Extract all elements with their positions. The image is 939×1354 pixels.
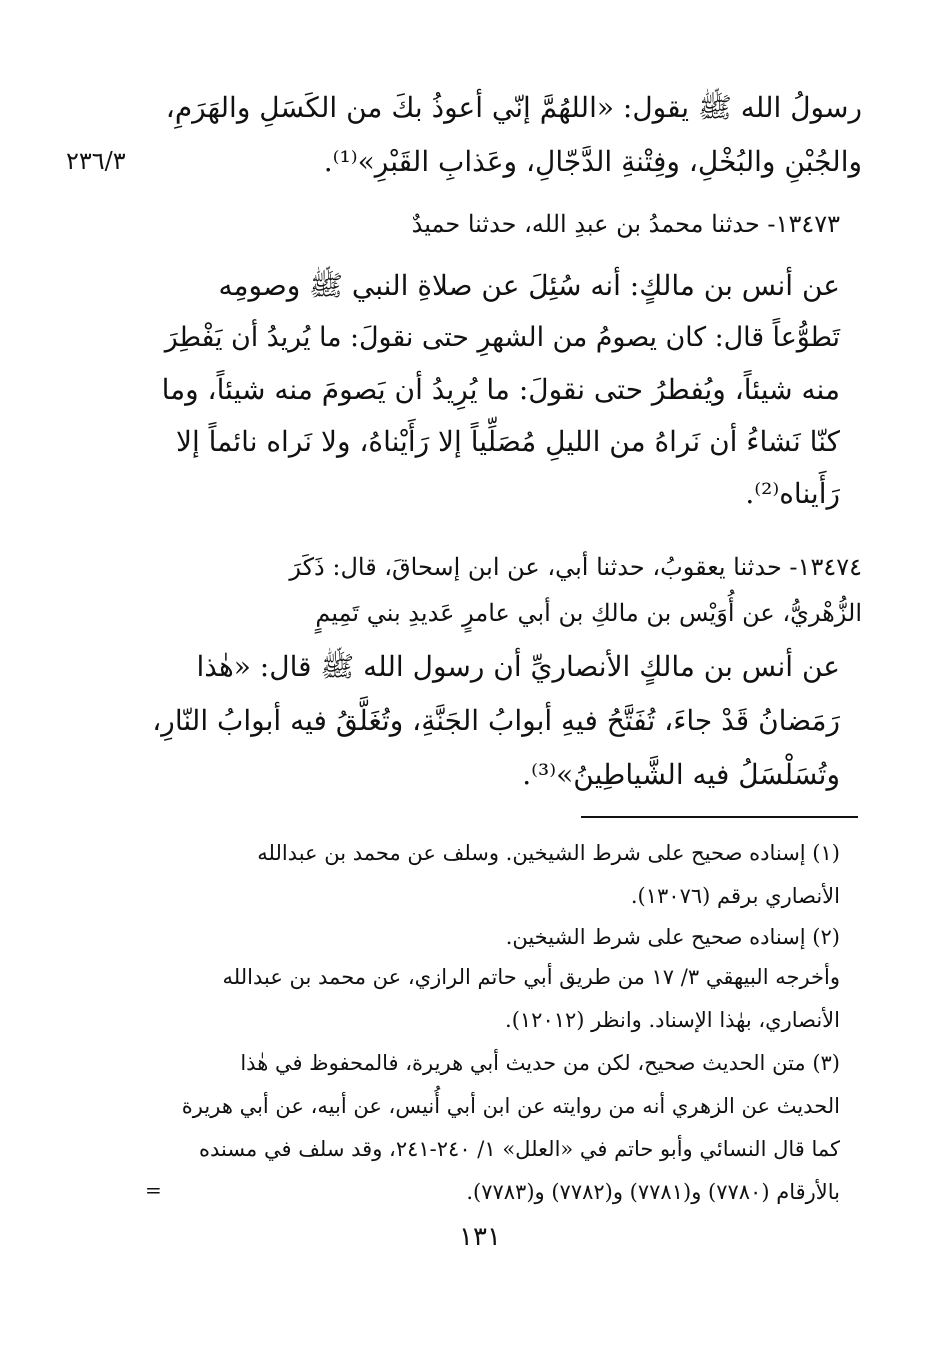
footnote-line: كما قال النسائي وأبو حاتم في «العلل» ١/ ٢٤٠-٢٤١، وقد سلف في مسنده bbox=[198, 1137, 840, 1161]
footnotes bbox=[150, 832, 840, 1214]
footnote-line: وأخرجه البيهقي ٣/ ١٧ من طريق أبي حاتم الرازي، عن محمد بن عبدالله bbox=[222, 965, 840, 989]
footnote-line: (٢) إسناده صحيح على شرط الشيخين. bbox=[505, 925, 840, 949]
intro-line: رسولُ الله ﷺ يقول: «اللهُمَّ إنّي أعوذُ بكَ من الكَسَلِ والهَرَمِ، bbox=[165, 91, 862, 124]
footnote-line: الأنصاري برقم (١٣٠٧٦). bbox=[630, 884, 840, 908]
footnote-line: (٣) متن الحديث صحيح، لكن من حديث أبي هريرة، فالمحفوظ في هٰذا bbox=[240, 1051, 840, 1075]
matn-line: رَأَيناه⁽²⁾. bbox=[745, 477, 840, 510]
matn-line: تَطوُّعاً قال: كان يصومُ من الشهرِ حتى نقولَ: ما يُريدُ أن يَفْطِرَ bbox=[164, 322, 840, 353]
footnote-line: (١) إسناده صحيح على شرط الشيخين. وسلف عن محمد بن عبدالله bbox=[257, 841, 840, 865]
matn-line: عن أنس بن مالكٍ الأنصاريِّ أن رسول الله ﷺ قال: «هٰذا bbox=[196, 650, 840, 683]
page-number: ١٣١ bbox=[459, 1222, 501, 1252]
isnad-line: ١٣٤٧٣- حدثنا محمدُ بن عبدِ الله، حدثنا حميدٌ bbox=[411, 210, 840, 238]
hadith-13474-isnad bbox=[150, 544, 862, 636]
hadith-13473-matn bbox=[150, 260, 840, 520]
footnote-2 bbox=[150, 918, 840, 1042]
footnote-continuation-mark: = bbox=[145, 1178, 162, 1202]
margin-volume-page-reference: ٢٣٦/٣ bbox=[66, 147, 126, 175]
hadith-13474-matn bbox=[150, 640, 840, 802]
footnote-line: الأنصاري، بهٰذا الإسناد. وانظر (١٢٠١٢). bbox=[505, 1008, 840, 1032]
isnad-line: ١٣٤٧٤- حدثنا يعقوبُ، حدثنا أبي، عن ابن إسحاقَ، قال: ذَكَرَ bbox=[289, 553, 862, 581]
matn-line: منه شيئاً، ويُفطرُ حتى نقولَ: ما يُرِيدُ أن يَصومَ منه شيئاً، وما bbox=[161, 373, 840, 406]
matn-line: عن أنس بن مالكٍ: أنه سُئِلَ عن صلاةِ النبي ﷺ وصومِه bbox=[218, 269, 840, 302]
intro-line: والجُبْنِ والبُخْلِ، وفِتْنةِ الدَّجّالِ، وعَذابِ القَبْرِ»⁽¹⁾. bbox=[323, 145, 862, 178]
matn-line: رَمَضانُ قَدْ جاءَ، تُفَتَّحُ فيهِ أبوابُ الجَنَّةِ، وتُغَلَّقُ فيه أبوابُ النّارِ، bbox=[152, 704, 840, 737]
footnote-1 bbox=[150, 832, 840, 918]
matn-line: كنّا نَشاءُ أن نَراهُ من الليلِ مُصَلِّياً إلا رَأَيْناهُ، ولا نَراه نائماً إلا bbox=[176, 425, 840, 458]
intro-paragraph bbox=[150, 78, 862, 186]
footnote-separator bbox=[581, 816, 858, 818]
isnad-line: الزُّهْريُّ، عن أُوَيْس بن مالكِ بن أبي عامرٍ عَديدِ بني تَمِيمٍ bbox=[315, 599, 862, 627]
matn-line: وتُسَلْسَلُ فيه الشَّياطِينُ»⁽³⁾. bbox=[522, 758, 840, 791]
footnote-line: بالأرقام (٧٧٨٠) و(٧٧٨١) و(٧٧٨٢) و(٧٧٨٣). bbox=[466, 1180, 840, 1204]
footnote-line: الحديث عن الزهري أنه من روايته عن ابن أبي أُنيس، عن أبيه، عن أبي هريرة bbox=[181, 1094, 840, 1118]
footnote-3 bbox=[150, 1042, 840, 1214]
hadith-13473-isnad bbox=[150, 202, 840, 246]
